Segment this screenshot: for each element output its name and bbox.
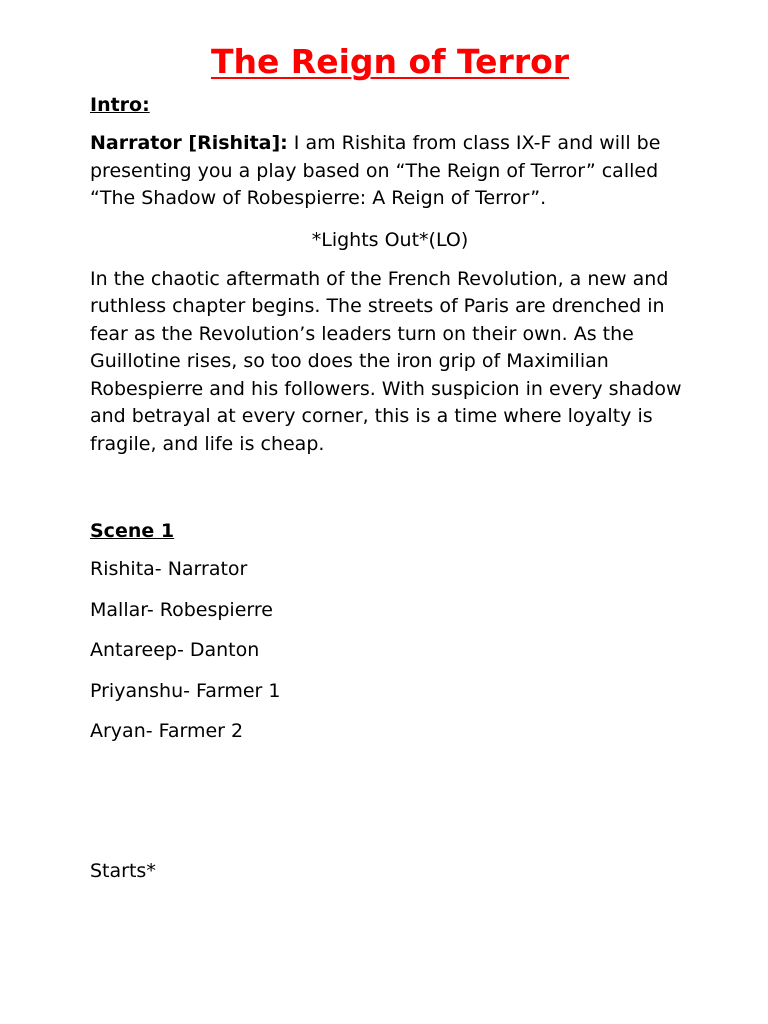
intro-paragraph: In the chaotic aftermath of the French Revolution, a new and ruthless chapter begins. The streets of Paris are drenched in fear as the Revolution’s leaders turn on their own. As the Guillotine rises, so too does the iron grip of Maximilian Robespierre and his followers. With suspicion in every shadow and betrayal at every corner, this is a time where loyalty is fragile, and life is cheap.	[90, 267, 682, 455]
cast-item-aryan: Aryan- Farmer 2	[90, 720, 244, 742]
document-page	[90, 40, 690, 898]
document-title: The Reign of Terror	[210, 42, 570, 81]
scene-heading: Scene 1	[90, 520, 175, 542]
cast-list	[90, 556, 690, 744]
spacer	[90, 759, 690, 858]
narrator-speaker: Narrator [Rishita]:	[90, 132, 288, 154]
cast-item-rishita: Rishita- Narrator	[90, 558, 248, 580]
cast-item-antareep: Antareep- Danton	[90, 639, 260, 661]
stage-direction: *Lights Out*(LO)	[311, 228, 469, 251]
narrator-line: I am Rishita from class IX-F and will be presenting you a play based on “The Reign of Terror” called “The Shadow of Robespierre: A Reign of Terror”.	[90, 132, 661, 209]
cast-item-priyanshu: Priyanshu- Farmer 1	[90, 679, 281, 702]
narrator-paragraph	[90, 130, 690, 213]
cast-item-mallar: Mallar- Robespierre	[90, 598, 273, 621]
starts-line: Starts*	[90, 859, 156, 882]
intro-heading: Intro:	[90, 94, 150, 116]
spacer	[90, 472, 690, 518]
